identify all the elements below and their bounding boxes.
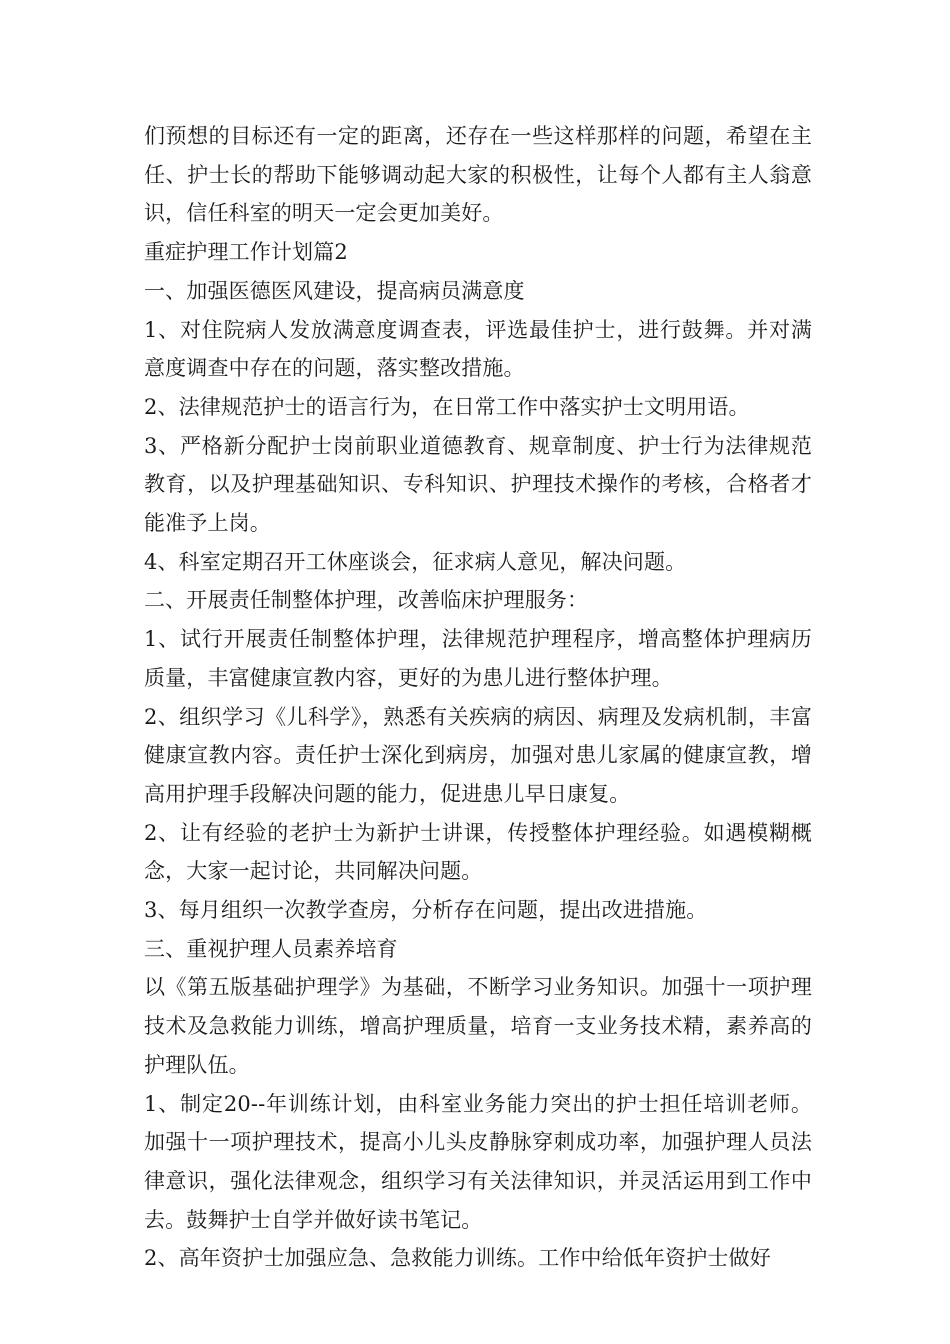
list-item: 1、试行开展责任制整体护理，法律规范护理程序，增高整体护理病历质量，丰富健康宣教内容，更好的为患儿进行整体护理。 [144,627,812,690]
list-item: 2、法律规范护士的语言行为，在日常工作中落实护士文明用语。 [144,394,750,419]
paragraph-intro-continuation: 们预想的目标还有一定的距离，还存在一些这样那样的问题，希望在主任、护士长的帮助下能够调动起大家的积极性，让每个人都有主人翁意识，信任科室的明天一定会更加美好。 [144,124,812,226]
heading-1: 一、加强医德医风建设，提高病员满意度 [144,278,525,303]
document-body [144,117,812,1278]
list-item: 4、科室定期召开工休座谈会，征求病人意见，解决问题。 [144,549,687,574]
list-item: 2、高年资护士加强应急、急救能力训练。工作中给低年资护士做好 [144,1246,771,1271]
heading-2: 二、开展责任制整体护理，改善临床护理服务： [144,588,589,613]
list-item: 2、让有经验的老护士为新护士讲课，传授整体护理经验。如遇模糊概念，大家一起讨论，共同解决问题。 [144,820,812,884]
list-item: 1、对住院病人发放满意度调查表，评选最佳护士，进行鼓舞。并对满意度调查中存在的问题，落实整改措施。 [144,317,812,381]
list-item: 2、组织学习《儿科学》，熟悉有关疾病的病因、病理及发病机制，丰富健康宣教内容。责任护士深化到病房，加强对患儿家属的健康宣教，增高用护理手段解决问题的能力，促进患儿早日康复。 [144,704,812,806]
paragraph: 以《第五版基础护理学》为基础，不断学习业务知识。加强十一项护理技术及急救能力训练，增高护理质量，培育一支业务技术精，素养高的护理队伍。 [144,975,812,1077]
list-item: 3、每月组织一次教学查房，分析存在问题，提出改进措施。 [144,898,708,923]
heading-3: 三、重视护理人员素养培育 [144,936,398,961]
list-item: 1、制定20--年训练计划，由科室业务能力突出的护士担任培训老师。加强十一项护理技术，提高小儿头皮静脉穿刺成功率，加强护理人员法律意识，强化法律观念，组织学习有关法律知识，并灵活运用到工作中去。鼓舞护士自学并做好读书笔记。 [144,1091,812,1232]
section-title: 重症护理工作计划篇2 [144,240,348,265]
list-item: 3、严格新分配护士岗前职业道德教育、规章制度、护士行为法律规范教育，以及护理基础知识、专科知识、护理技术操作的考核，合格者才能准予上岗。 [144,433,812,536]
